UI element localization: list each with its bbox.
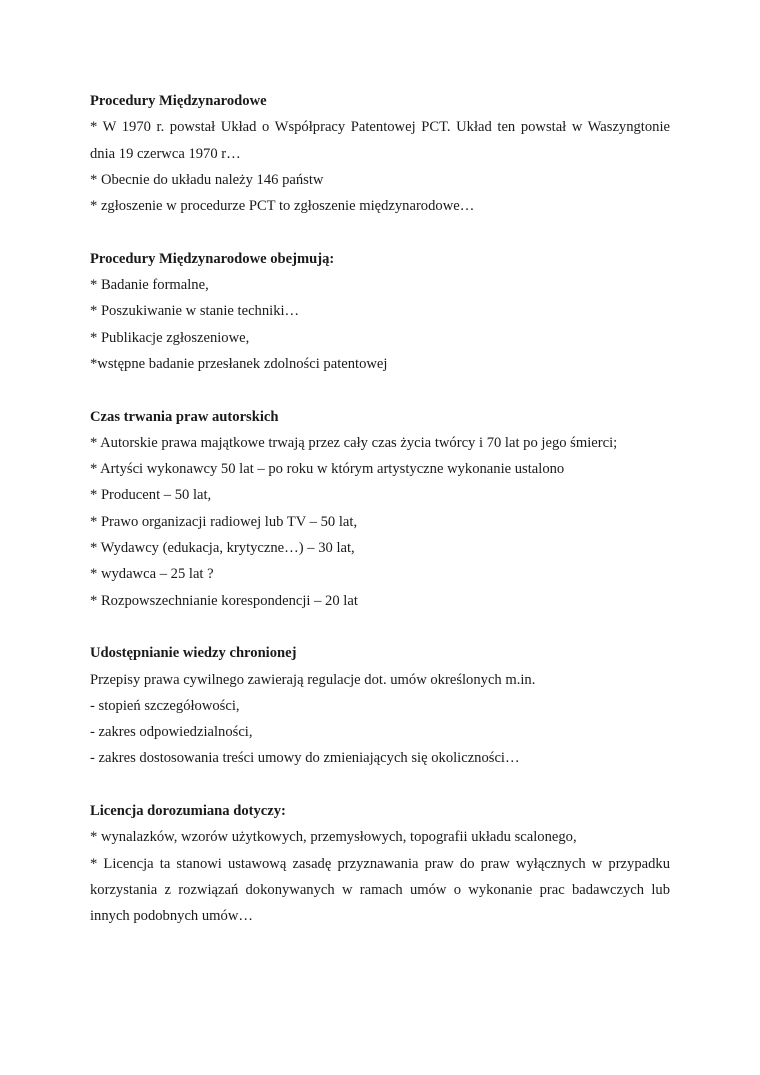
- section-procedures-scope: [90, 246, 670, 377]
- list-item: * Rozpowszechnianie korespondencji – 20 lat: [90, 592, 358, 609]
- list-item: * Wydawcy (edukacja, krytyczne…) – 30 lat,: [90, 540, 355, 557]
- section-heading: Udostępnianie wiedzy chronionej: [90, 645, 297, 662]
- list-item: * wydawca – 25 lat ?: [90, 566, 214, 583]
- list-item: * Badanie formalne,: [90, 277, 209, 294]
- list-item: * Obecnie do układu należy 146 państw: [90, 171, 324, 188]
- list-item: - zakres odpowiedzialności,: [90, 724, 253, 741]
- list-item: * Prawo organizacji radiowej lub TV – 50 lat,: [90, 513, 358, 530]
- section-implied-license: [90, 798, 670, 929]
- list-item: * Artyści wykonawcy 50 lat – po roku w którym artystyczne wykonanie ustalono: [90, 461, 565, 478]
- list-item: * Producent – 50 lat,: [90, 487, 212, 504]
- list-item: * Autorskie prawa majątkowe trwają przez cały czas życia twórcy i 70 lat po jego śmierci;: [90, 434, 618, 451]
- paragraph: * Licencja ta stanowi ustawową zasadę przyznawania praw do praw wyłącznych w przypadku korzystania z rozwiązań dokonywanych w ramach umów o wykonanie prac badawczych lub innych podobnych umów…: [90, 855, 670, 925]
- list-item: Przepisy prawa cywilnego zawierają regulacje dot. umów określonych m.in.: [90, 671, 536, 688]
- list-item: - stopień szczegółowości,: [90, 697, 240, 714]
- list-item: *wstępne badanie przesłanek zdolności patentowej: [90, 355, 388, 372]
- section-pct: [90, 88, 670, 219]
- paragraph: * W 1970 r. powstał Układ o Współpracy Patentowej PCT. Układ ten powstał w Waszyngtonie dnia 19 czerwca 1970 r…: [90, 119, 670, 162]
- section-heading: Licencja dorozumiana dotyczy:: [90, 803, 286, 820]
- section-heading: Procedury Międzynarodowe obejmują:: [90, 250, 335, 267]
- section-knowledge-sharing: [90, 640, 670, 771]
- document-page: [90, 88, 670, 956]
- list-item: - zakres dostosowania treści umowy do zmieniających się okoliczności…: [90, 750, 520, 767]
- section-copyright-duration: [90, 404, 670, 614]
- section-heading: Czas trwania praw autorskich: [90, 408, 279, 425]
- section-heading: Procedury Międzynarodowe: [90, 93, 267, 109]
- list-item: * Publikacje zgłoszeniowe,: [90, 329, 250, 346]
- list-item: * wynalazków, wzorów użytkowych, przemysłowych, topografii układu scalonego,: [90, 829, 577, 846]
- list-item: * zgłoszenie w procedurze PCT to zgłoszenie międzynarodowe…: [90, 198, 475, 215]
- list-item: * Poszukiwanie w stanie techniki…: [90, 303, 300, 320]
